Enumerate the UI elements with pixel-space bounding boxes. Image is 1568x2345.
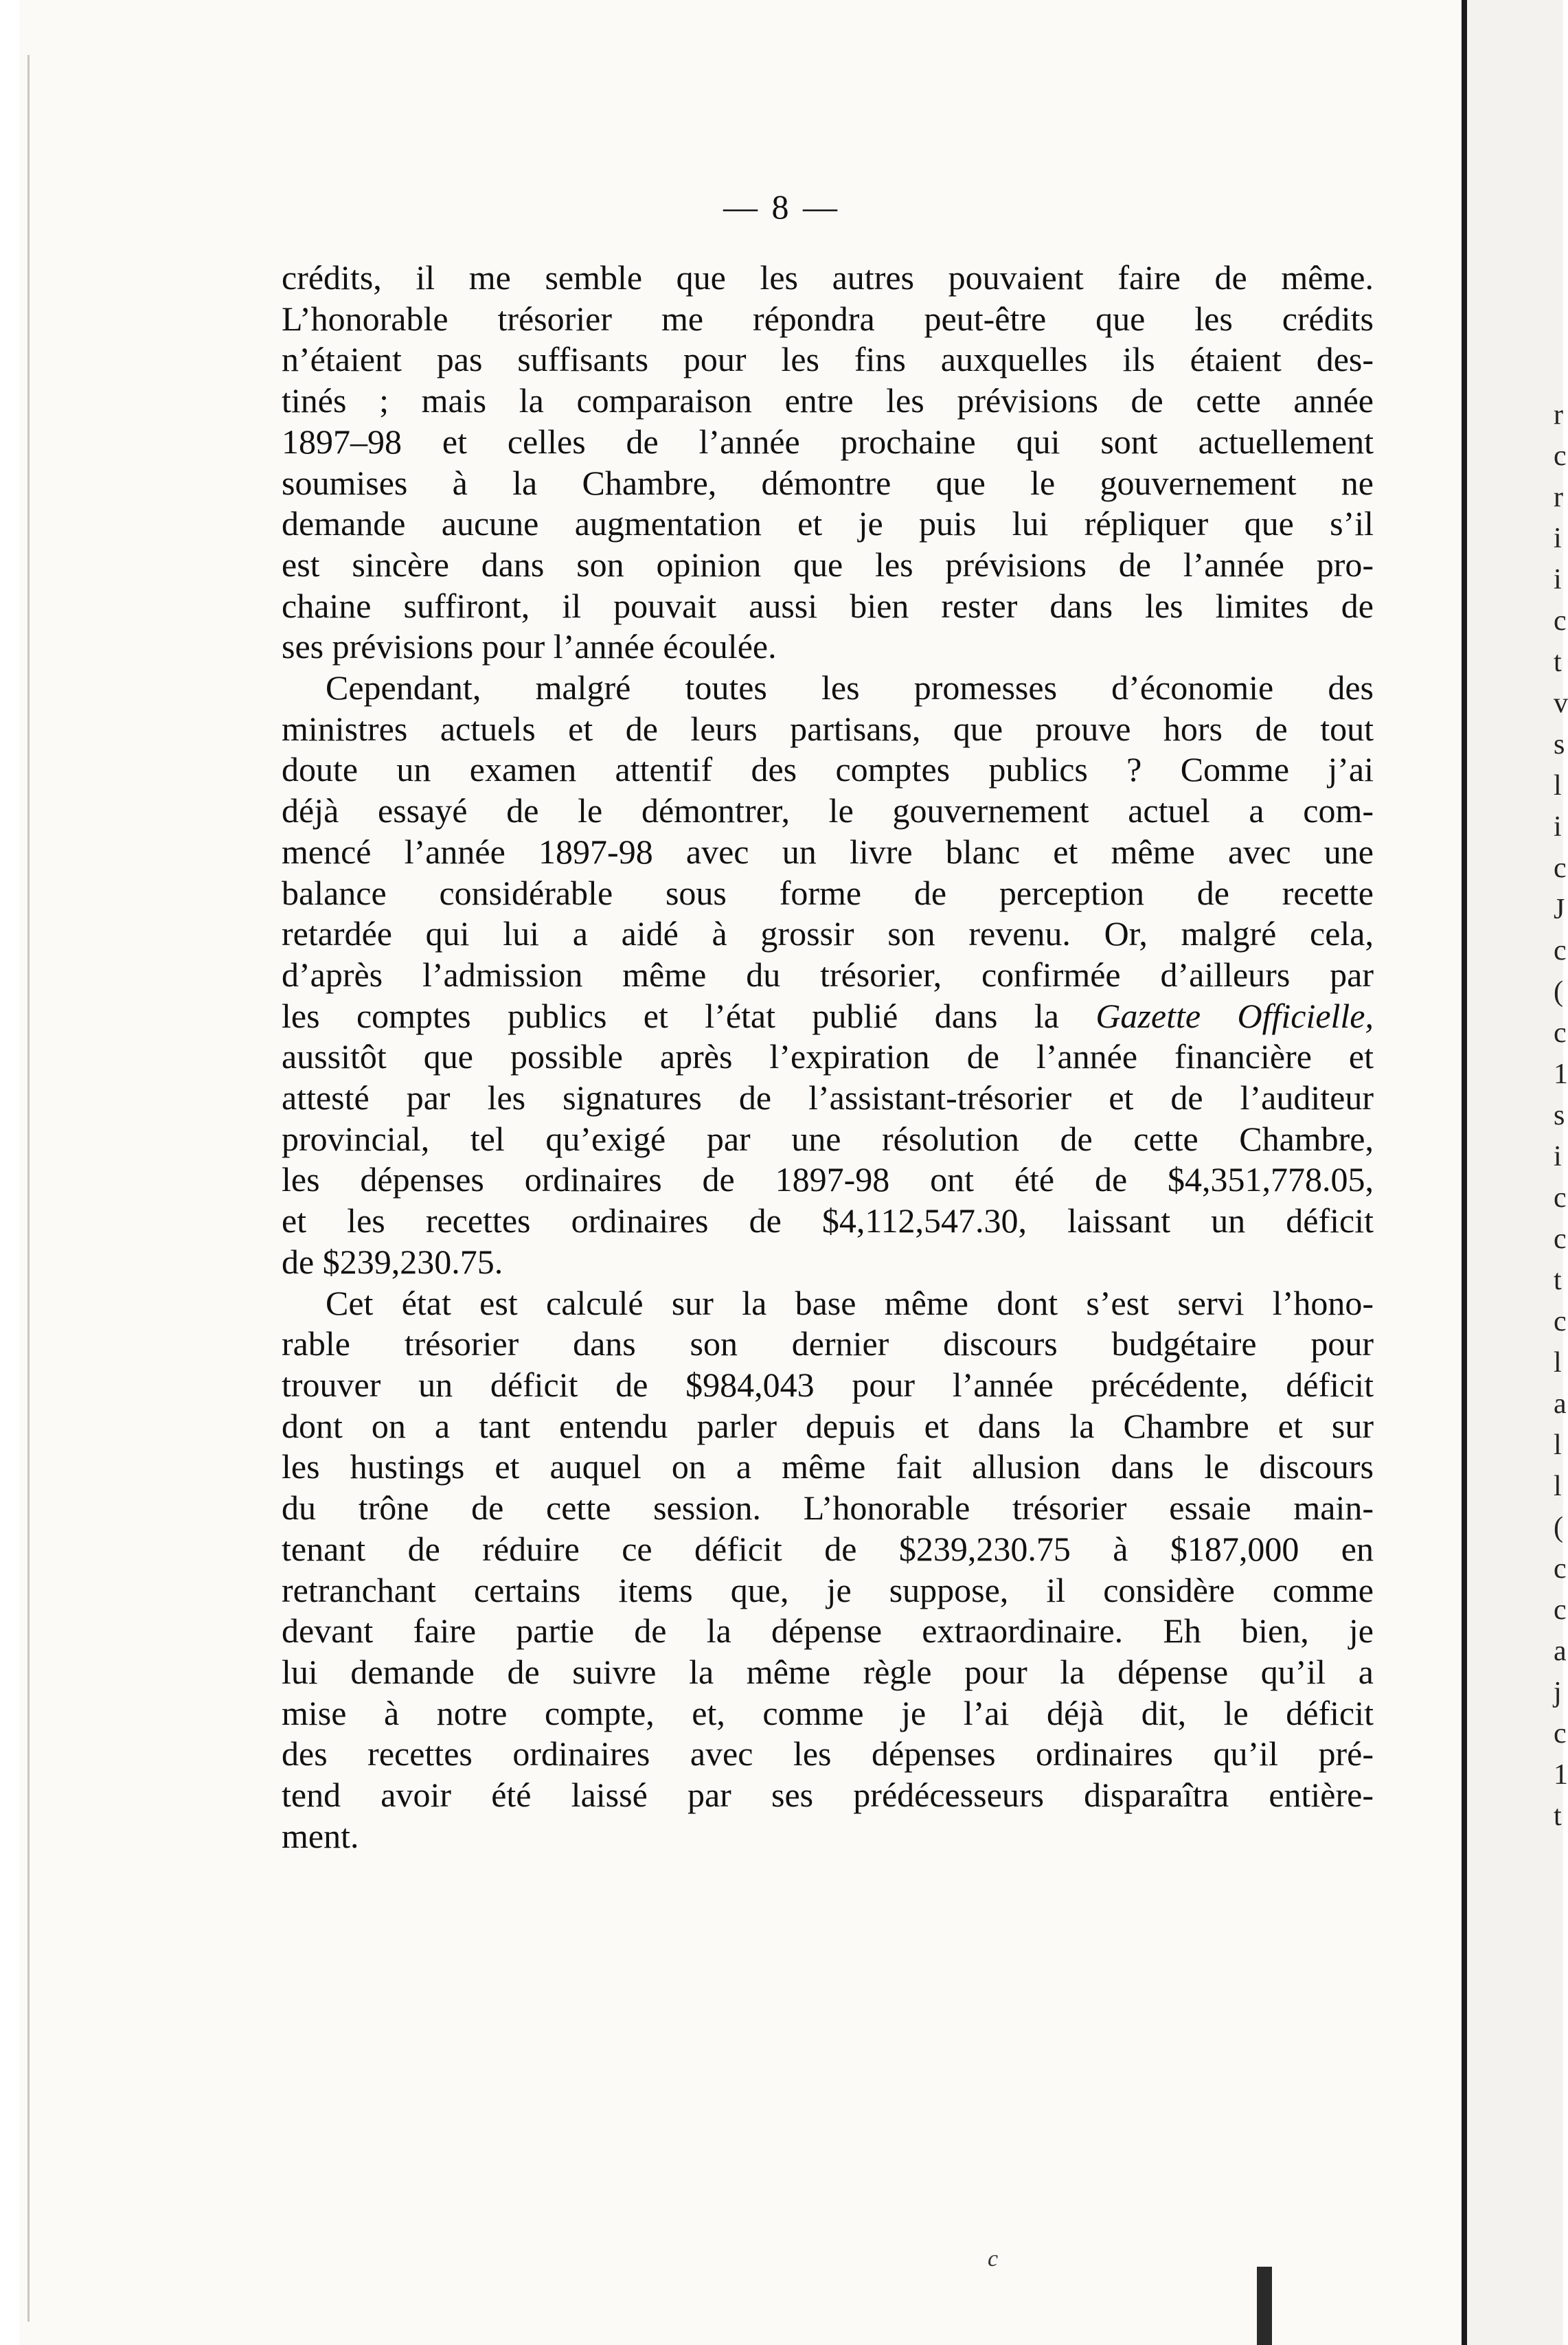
text-line: d’après l’admission même du trésorier, confirmée d’ailleurs par: [282, 955, 1374, 994]
text-line: doute un examen attentif des comptes publics ? Comme j’ai: [282, 750, 1374, 789]
adjacent-page-letter: (: [1554, 976, 1563, 1008]
text-line: L’honorable trésorier me répondra peut-être que les crédits: [282, 299, 1374, 338]
adjacent-page-letter: 1: [1554, 1058, 1568, 1090]
adjacent-page-letter: c: [1554, 852, 1567, 884]
text-line: provincial, tel qu’exigé par une résolution de cette Chambre,: [282, 1119, 1374, 1158]
text-line: devant faire partie de la dépense extraordinaire. Eh bien, je: [282, 1611, 1374, 1651]
text-line: Cet état est calculé sur la base même dont s’est servi l’hono-: [326, 1283, 1374, 1322]
text-line: retardée qui lui a aidé à grossir son revenu. Or, malgré cela,: [282, 914, 1374, 953]
text-line: du trône de cette session. L’honorable trésorier essaie main-: [282, 1488, 1374, 1528]
text-line: les hustings et auquel on a même fait allusion dans le discours: [282, 1447, 1374, 1486]
adjacent-page-letter: 1: [1554, 1759, 1568, 1791]
text-line: trouver un déficit de $984,043 pour l’année précédente, déficit: [282, 1365, 1374, 1404]
adjacent-page-letter: c: [1554, 605, 1567, 637]
text-line: lui demande de suivre la même règle pour la dépense qu’il a: [282, 1652, 1374, 1691]
adjacent-page-letter: a: [1554, 1635, 1567, 1667]
adjacent-page-letter: l: [1554, 1471, 1562, 1502]
adjacent-page-letter: r: [1554, 482, 1563, 513]
text-line: ministres actuels et de leurs partisans, que prouve hors de tout: [282, 709, 1374, 748]
adjacent-page-letter: s: [1554, 1100, 1565, 1131]
text-line: mise à notre compte, et, comme je l’ai déjà dit, le déficit: [282, 1693, 1374, 1732]
adjacent-page-letter: r: [1554, 399, 1563, 431]
text-line: balance considérable sous forme de perception de recette: [282, 873, 1374, 912]
adjacent-page-letter: i: [1554, 1141, 1562, 1172]
text-fragment: les comptes publics et l’état publié dans la: [282, 996, 1059, 1035]
adjacent-page-letter: t: [1554, 1265, 1562, 1296]
text-line: rable trésorier dans son dernier discours budgétaire pour: [282, 1324, 1374, 1363]
adjacent-page-letter: c: [1554, 1223, 1567, 1255]
adjacent-page-letter: c: [1554, 1594, 1567, 1626]
paragraph-2: [282, 668, 1374, 1283]
adjacent-page-letter: j: [1554, 1677, 1562, 1708]
adjacent-page-letter: l: [1554, 1429, 1562, 1461]
adjacent-page-letter: J: [1554, 894, 1565, 925]
text-line: aussitôt que possible après l’expiration de l’année financière et: [282, 1037, 1374, 1076]
left-margin-line: [27, 55, 30, 2322]
adjacent-page-letter: c: [1554, 1718, 1567, 1749]
text-line: tend avoir été laissé par ses prédécesseurs disparaîtra entière-: [282, 1776, 1374, 1815]
adjacent-page-letter: c: [1554, 1553, 1567, 1585]
text-line: ment.: [282, 1816, 359, 1855]
text-line: retranchant certains items que, je suppose, il considère comme: [282, 1570, 1374, 1609]
paragraph-3: [282, 1283, 1374, 1857]
text-line: Cependant, malgré toutes les promesses d’économie des: [326, 668, 1374, 707]
adjacent-page-letter: c: [1554, 440, 1567, 472]
text-line: tinés ; mais la comparaison entre les prévisions de cette année: [282, 381, 1374, 420]
adjacent-page-letter: (: [1554, 1512, 1563, 1543]
binding-mark: [1257, 2267, 1272, 2345]
text-line: et les recettes ordinaires de $4,112,547.30, laissant un déficit: [282, 1201, 1374, 1241]
adjacent-page-strip: [1467, 0, 1563, 2345]
text-line: ses prévisions pour l’année écoulée.: [282, 627, 777, 666]
text-line: est sincère dans son opinion que les prévisions de l’année pro-: [282, 545, 1374, 584]
text-line: des recettes ordinaires avec les dépenses ordinaires qu’il pré-: [282, 1734, 1374, 1774]
adjacent-page-letter: c: [1554, 935, 1567, 966]
text-line: n’étaient pas suffisants pour les fins auxquelles ils étaient des-: [282, 340, 1374, 379]
adjacent-page-letter: s: [1554, 729, 1565, 760]
text-line: les dépenses ordinaires de 1897-98 ont été de $4,351,778.05,: [282, 1160, 1374, 1199]
adjacent-page-letter: c: [1554, 1306, 1567, 1337]
adjacent-page-letter: c: [1554, 1017, 1567, 1049]
text-line: 1897–98 et celles de l’année prochaine qui sont actuellement: [282, 422, 1374, 461]
adjacent-page-letter: l: [1554, 1347, 1562, 1379]
body-text: [282, 258, 1374, 1857]
page-number: — 8 —: [723, 188, 840, 226]
adjacent-page-letter: a: [1554, 1388, 1567, 1420]
scan-mark: c: [988, 2246, 999, 2272]
adjacent-page-letter: i: [1554, 523, 1562, 554]
page-edge-border: [1462, 0, 1467, 2345]
adjacent-page-letter: t: [1554, 646, 1562, 678]
adjacent-page-letter: t: [1554, 1800, 1562, 1832]
text-line: mencé l’année 1897-98 avec un livre blanc et même avec une: [282, 832, 1374, 871]
text-line: attesté par les signatures de l’assistant-trésorier et de l’auditeur: [282, 1078, 1374, 1118]
text-line: crédits, il me semble que les autres pouvaient faire de même.: [282, 258, 1374, 297]
paragraph-1: [282, 258, 1374, 668]
adjacent-page-letter: v: [1554, 688, 1568, 719]
text-line: chaine suffiront, il pouvait aussi bien rester dans les limites de: [282, 586, 1374, 625]
text-line: dont on a tant entendu parler depuis et dans la Chambre et sur: [282, 1406, 1374, 1445]
text-line: soumises à la Chambre, démontre que le gouvernement ne: [282, 463, 1374, 502]
text-line: demande aucune augmentation et je puis lui répliquer que s’il: [282, 504, 1374, 543]
text-line: déjà essayé de le démontrer, le gouvernement actuel a com-: [282, 791, 1374, 830]
adjacent-page-letter: i: [1554, 811, 1562, 843]
text-line: de $239,230.75.: [282, 1242, 503, 1281]
adjacent-page-letter: l: [1554, 770, 1562, 802]
text-line: tenant de réduire ce déficit de $239,230.75 à $187,000 en: [282, 1529, 1374, 1568]
adjacent-page-letter: i: [1554, 564, 1562, 596]
adjacent-page-letter: c: [1554, 1182, 1567, 1214]
text-line-gazette: [282, 996, 1374, 1037]
gazette-title: Gazette Officielle,: [1095, 996, 1374, 1035]
